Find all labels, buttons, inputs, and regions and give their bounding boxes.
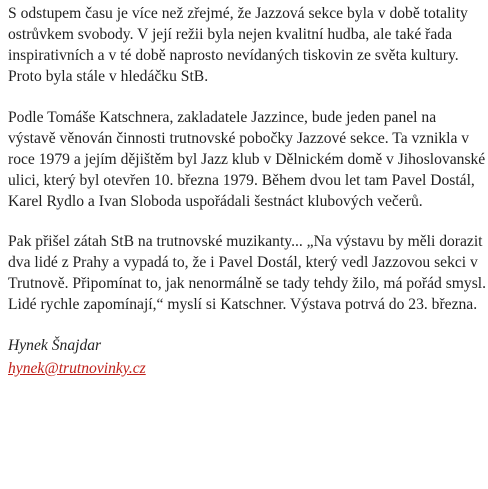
article-paragraph-3: Pak přišel zátah StB na trutnovské muzikanty... „Na výstavu by měli dorazit dva lidé z Prahy a vypadá to, že i Pavel Dostál, který vedl Jazzovou sekci v Trutnově. Připomínat to, jak nenormálně se tady tehdy žilo, má pořád smysl. Lidé rychle zapomínají,“ myslí si Katschner. Výstava potrvá do 23. března.	[8, 233, 486, 313]
article-body	[8, 0, 486, 380]
author-email-link[interactable]: hynek@trutnovinky.cz	[8, 360, 146, 377]
article-paragraph-1: S odstupem času je více než zřejmé, že Jazzová sekce byla v době totality ostrůvkem svobody. V její režii byla nejen kvalitní hudba, ale také řada inspirativních a v té době naprosto nevídaných tiskovin ze světa kultury. Proto byla stále v hledáčku StB.	[8, 5, 468, 85]
article-paragraph-2: Podle Tomáše Katschnera, zakladatele Jazzince, bude jeden panel na výstavě věnován činnosti trutnovské pobočky Jazzové sekce. Ta vznikla v roce 1979 a jejím dějištěm byl Jazz klub v Dělnickém domě v Jihoslovanské ulici, který byl otevřen 10. března 1979. Během dvou let tam Pavel Dostál, Karel Rydlo a Ivan Sloboda uspořádali šestnáct klubových večerů.	[8, 109, 486, 210]
author-name: Hynek Šnajdar	[8, 337, 102, 354]
article-signature	[8, 334, 486, 380]
